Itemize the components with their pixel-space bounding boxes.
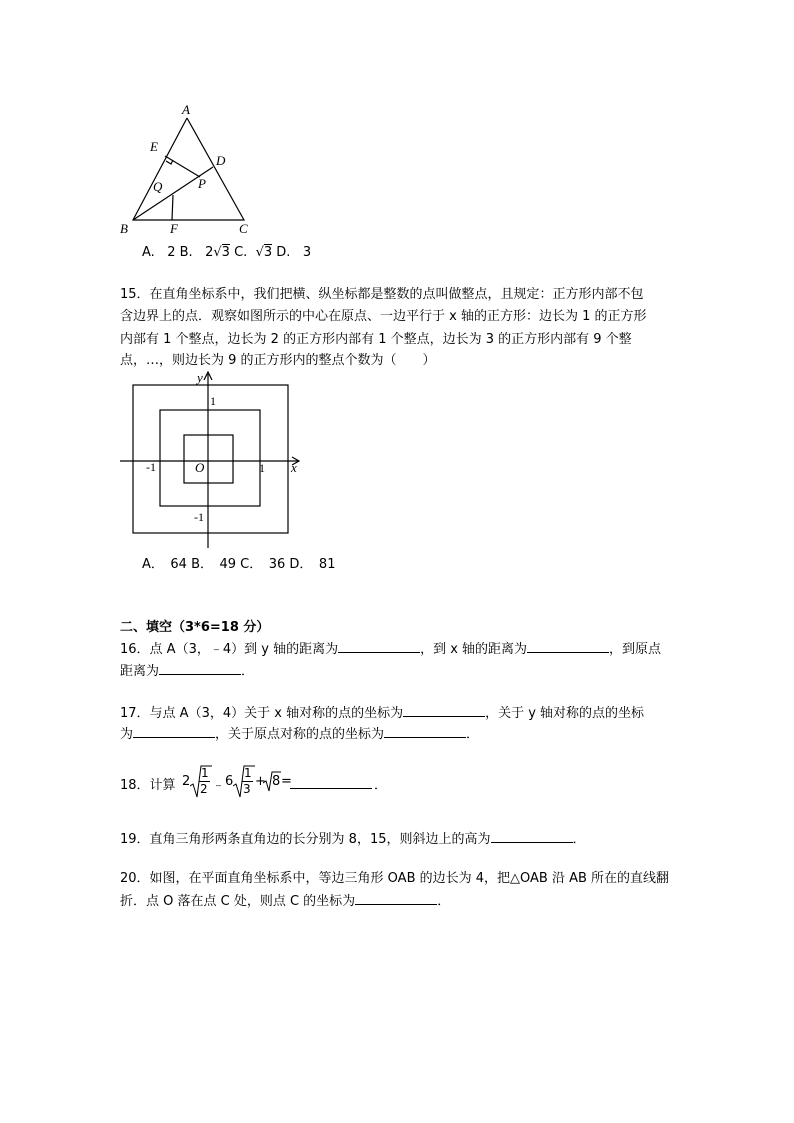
- q18-radicand-3: 8: [272, 774, 281, 789]
- q20-end: ．: [437, 894, 451, 909]
- q18-frac1-den: 2: [200, 782, 208, 796]
- q16-text-3: ，到原点: [609, 642, 662, 657]
- label-a: A: [182, 102, 190, 117]
- q17-end: ．: [466, 727, 480, 742]
- q16-end: ．: [241, 664, 255, 679]
- q20-line-1: 20．如图，在平面直角坐标系中，等边三角形 OAB 的边长为 4，把△OAB 沿 AB 所在的直线翻: [120, 871, 670, 886]
- q14-option-a-label: A.: [142, 245, 155, 260]
- q17-text-2: ，关于 y 轴对称的点的坐标: [485, 706, 645, 721]
- q16-line-1: [120, 640, 661, 658]
- q17-blank-origin-symmetric[interactable]: [384, 725, 466, 738]
- axis-label-x: x: [291, 460, 297, 475]
- q14-option-a-value: 2: [167, 245, 176, 260]
- q19-blank-height[interactable]: [491, 830, 573, 843]
- q14-option-b-coef: 2: [205, 245, 214, 260]
- q17-text-1: 17．与点 A（3，4）关于 x 轴对称的点的坐标为: [120, 706, 404, 721]
- q18-frac2-num: 1: [244, 766, 252, 780]
- q18-frac2-den: 3: [243, 782, 251, 796]
- q16-blank-origin-distance[interactable]: [159, 662, 241, 675]
- q20-line-2: [120, 892, 450, 910]
- tick-label-1-right: 1: [259, 461, 265, 475]
- q14-option-d-label: D.: [276, 245, 291, 260]
- q18-minus: ﹣: [212, 778, 226, 793]
- segment-qf: [172, 195, 173, 220]
- q15-line-4: 点，…，则边长为 9 的正方形内的整点个数为（ ）: [120, 353, 436, 368]
- q17-line-2: [120, 725, 479, 743]
- label-e: E: [150, 139, 158, 154]
- q14-triangle-figure: [110, 100, 270, 240]
- q19-line: [120, 830, 586, 848]
- label-f: F: [170, 221, 178, 236]
- q14-option-b-sqrt: √3: [213, 245, 230, 260]
- tick-label-neg1-left: -1: [146, 460, 156, 474]
- segment-ep: [165, 156, 200, 177]
- q17-blank-y-symmetric[interactable]: [133, 725, 215, 738]
- q16-line-2: [120, 662, 254, 680]
- q18-coef-2: 6: [225, 774, 234, 789]
- q14-option-b-label: B.: [179, 245, 193, 260]
- q16-blank-y-distance[interactable]: [338, 640, 420, 653]
- q15-squares-figure: [115, 368, 310, 553]
- q19-text: 19．直角三角形两条直角边的长分别为 8，15，则斜边上的高为: [120, 832, 491, 847]
- q17-line-1: [120, 704, 644, 722]
- tick-label-neg1-bottom: -1: [194, 510, 204, 524]
- q18-coef-1: 2: [182, 774, 191, 789]
- q16-text-1: 16．点 A（3，﹣4）到 y 轴的距离为: [120, 642, 339, 657]
- section-2-title: 二、填空（3*6=18 分）: [120, 620, 270, 635]
- q14-options: [142, 245, 311, 261]
- label-q: Q: [153, 179, 163, 194]
- q18-blank-answer[interactable]: [290, 776, 372, 789]
- q14-option-d-value: 3: [302, 245, 312, 260]
- q15-line-1: 15．在直角坐标系中，我们把横、纵坐标都是整数的点叫做整点，且规定：正方形内部不包: [120, 287, 644, 302]
- origin-label: O: [195, 460, 205, 475]
- q18-end: ．: [374, 778, 388, 793]
- q15-options: A． 64 B． 49 C． 36 D． 81: [142, 557, 336, 572]
- square-middle: [160, 410, 260, 506]
- q20-text-2: 折．点 O 落在点 C 处，则点 C 的坐标为: [120, 894, 356, 909]
- q18-line: [120, 764, 420, 800]
- label-b: B: [120, 221, 128, 236]
- label-d: D: [216, 153, 226, 168]
- tick-label-1-top: 1: [210, 394, 216, 408]
- q17-blank-x-symmetric[interactable]: [403, 704, 485, 717]
- axis-label-y: y: [197, 370, 203, 385]
- q18-plus: +: [255, 774, 266, 789]
- segment-bd: [133, 167, 213, 220]
- q15-line-2: 含边界上的点．观察如图所示的中心在原点、一边平行于 x 轴的正方形：边长为 1 的正方形: [120, 309, 647, 324]
- q17-text-3: 为: [120, 727, 134, 742]
- label-c: C: [239, 221, 248, 236]
- q16-text-2: ，到 x 轴的距离为: [420, 642, 528, 657]
- q16-text-4: 距离为: [120, 664, 160, 679]
- q19-end: ．: [572, 832, 586, 847]
- q18-frac1-num: 1: [201, 766, 209, 780]
- q16-blank-x-distance[interactable]: [527, 640, 609, 653]
- q18-prefix: 18．计算: [120, 778, 176, 793]
- q20-blank-c-coordinates[interactable]: [355, 892, 437, 905]
- label-p: P: [198, 176, 206, 191]
- q17-text-4: ，关于原点对称的点的坐标为: [215, 727, 385, 742]
- q15-line-3: 内部有 1 个整点，边长为 2 的正方形内部有 1 个整点，边长为 3 的正方形内部有 9 个整: [120, 332, 632, 347]
- q18-equals: =: [281, 774, 292, 789]
- q14-option-c-label: C.: [234, 245, 248, 260]
- q14-option-c-sqrt: √3: [255, 245, 273, 260]
- triangle-abc: [133, 118, 244, 220]
